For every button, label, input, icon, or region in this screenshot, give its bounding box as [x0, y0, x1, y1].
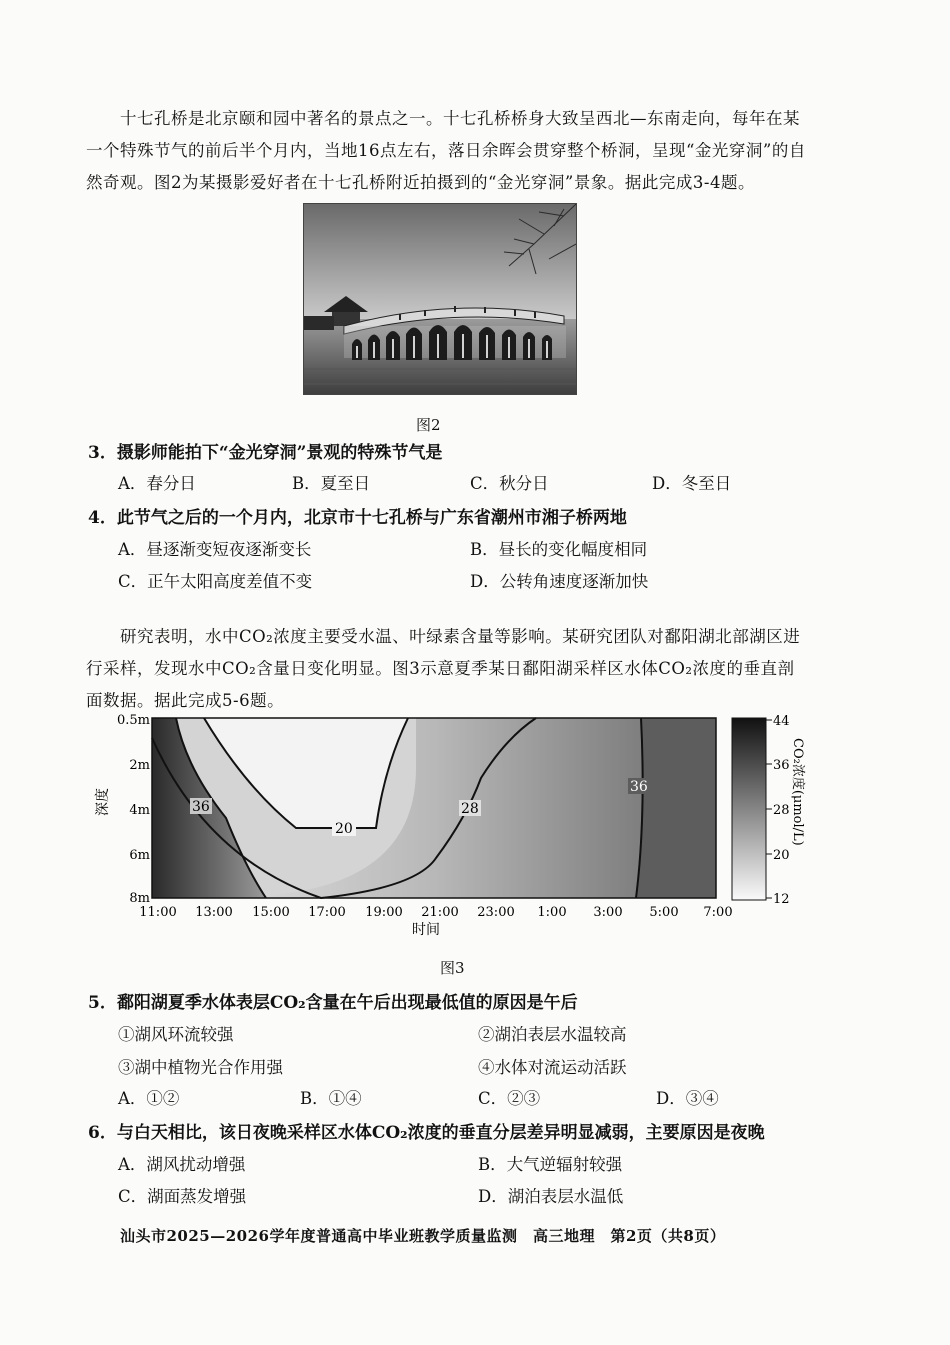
figure-2-caption: 图2	[416, 416, 441, 434]
intro-paragraph-2: 研究表明，水中CO₂浓度主要受水温、叶绿素含量等影响。某研究团队对鄱阳湖北部湖区进行采样，发现水中CO₂含量日变化明显。图3示意夏季某日鄱阳湖采样区水体CO₂浓度的垂直剖面数据。据此完成5-6题。	[86, 627, 801, 710]
colorbar-tick-12: 12	[773, 892, 790, 907]
intro-paragraph-1: 十七孔桥是北京颐和园中著名的景点之一。十七孔桥桥身大致呈西北—东南走向，每年在某一个特殊节气的前后半个月内，当地16点左右，落日余晖会贯穿整个桥洞，呈现“金光穿洞”的自然奇观。图2为某摄影爱好者在十七孔桥附近拍摄到的“金光穿洞”景象。据此完成3-4题。	[86, 109, 806, 192]
q5-option-b[interactable]: B．①④	[300, 1089, 362, 1108]
q5-option-a[interactable]: A．①②	[118, 1089, 180, 1108]
q5-item-1: ①湖风环流较强	[118, 1025, 234, 1044]
y-tick-3: 6m	[129, 848, 150, 863]
question-3-stem: 3．摄影师能拍下“金光穿洞”景观的特殊节气是	[88, 443, 443, 463]
bridge-photo	[303, 203, 577, 395]
x-tick-2: 15:00	[252, 905, 290, 920]
q5-item-2: ②湖泊表层水温较高	[478, 1025, 627, 1044]
region-36-right	[636, 718, 716, 898]
q5-option-d[interactable]: D．③④	[656, 1089, 719, 1108]
q4-option-c[interactable]: C．正午太阳高度差值不变	[118, 572, 313, 591]
x-tick-1: 13:00	[195, 905, 233, 920]
x-tick-5: 21:00	[421, 905, 459, 920]
contour-label-28: 28	[461, 801, 479, 817]
q4-option-d[interactable]: D．公转角速度逐渐加快	[470, 572, 649, 591]
q4-option-b[interactable]: B．昼长的变化幅度相同	[470, 540, 648, 559]
x-tick-0: 11:00	[139, 905, 177, 920]
x-tick-10: 7:00	[703, 905, 733, 920]
q5-item-4: ④水体对流运动活跃	[478, 1058, 627, 1077]
contour-label-36-right: 36	[630, 779, 648, 795]
q3-option-b[interactable]: B．夏至日	[292, 474, 371, 493]
colorbar-tick-20: 20	[773, 848, 790, 863]
q6-option-b[interactable]: B．大气逆辐射较强	[478, 1155, 623, 1174]
q3-option-d[interactable]: D．冬至日	[652, 474, 732, 493]
x-tick-8: 3:00	[593, 905, 623, 920]
x-tick-6: 23:00	[477, 905, 515, 920]
q6-option-a[interactable]: A．湖风扰动增强	[118, 1155, 246, 1174]
colorbar-tick-44: 44	[773, 714, 790, 729]
figure-3-caption: 图3	[440, 959, 465, 977]
x-tick-3: 17:00	[308, 905, 346, 920]
question-5-stem: 5．鄱阳湖夏季水体表层CO₂含量在午后出现最低值的原因是午后	[88, 993, 578, 1013]
colorbar-tick-36: 36	[773, 758, 790, 773]
y-tick-4: 8m	[129, 891, 150, 906]
x-tick-7: 1:00	[537, 905, 567, 920]
x-axis-label: 时间	[412, 922, 440, 938]
q3-option-a[interactable]: A．春分日	[118, 474, 196, 493]
colorbar-label: CO₂浓度(μmol/L)	[790, 738, 805, 846]
y-tick-0: 0.5m	[116, 713, 150, 728]
y-tick-2: 4m	[129, 803, 150, 818]
y-axis-label: 深度	[95, 788, 111, 816]
co2-profile-chart	[86, 708, 826, 942]
q6-option-d[interactable]: D．湖泊表层水温低	[478, 1187, 624, 1206]
q3-option-c[interactable]: C．秋分日	[470, 474, 549, 493]
colorbar-tick-28: 28	[773, 803, 790, 818]
question-4-stem: 4．此节气之后的一个月内，北京市十七孔桥与广东省潮州市湘子桥两地	[88, 508, 627, 528]
q5-item-3: ③湖中植物光合作用强	[118, 1058, 283, 1077]
page-footer: 汕头市2025—2026学年度普通高中毕业班教学质量监测 高三地理 第2页（共8页）	[120, 1227, 726, 1245]
contour-label-20: 20	[335, 821, 353, 837]
contour-label-36-left: 36	[192, 799, 210, 815]
colorbar	[732, 718, 766, 900]
x-tick-9: 5:00	[649, 905, 679, 920]
q5-option-c[interactable]: C．②③	[478, 1089, 541, 1108]
y-tick-1: 2m	[129, 758, 150, 773]
q6-option-c[interactable]: C．湖面蒸发增强	[118, 1187, 247, 1206]
x-tick-4: 19:00	[365, 905, 403, 920]
q4-option-a[interactable]: A．昼逐渐变短夜逐渐变长	[118, 540, 312, 559]
question-6-stem: 6．与白天相比，该日夜晚采样区水体CO₂浓度的垂直分层差异明显减弱，主要原因是夜晚	[88, 1123, 765, 1143]
